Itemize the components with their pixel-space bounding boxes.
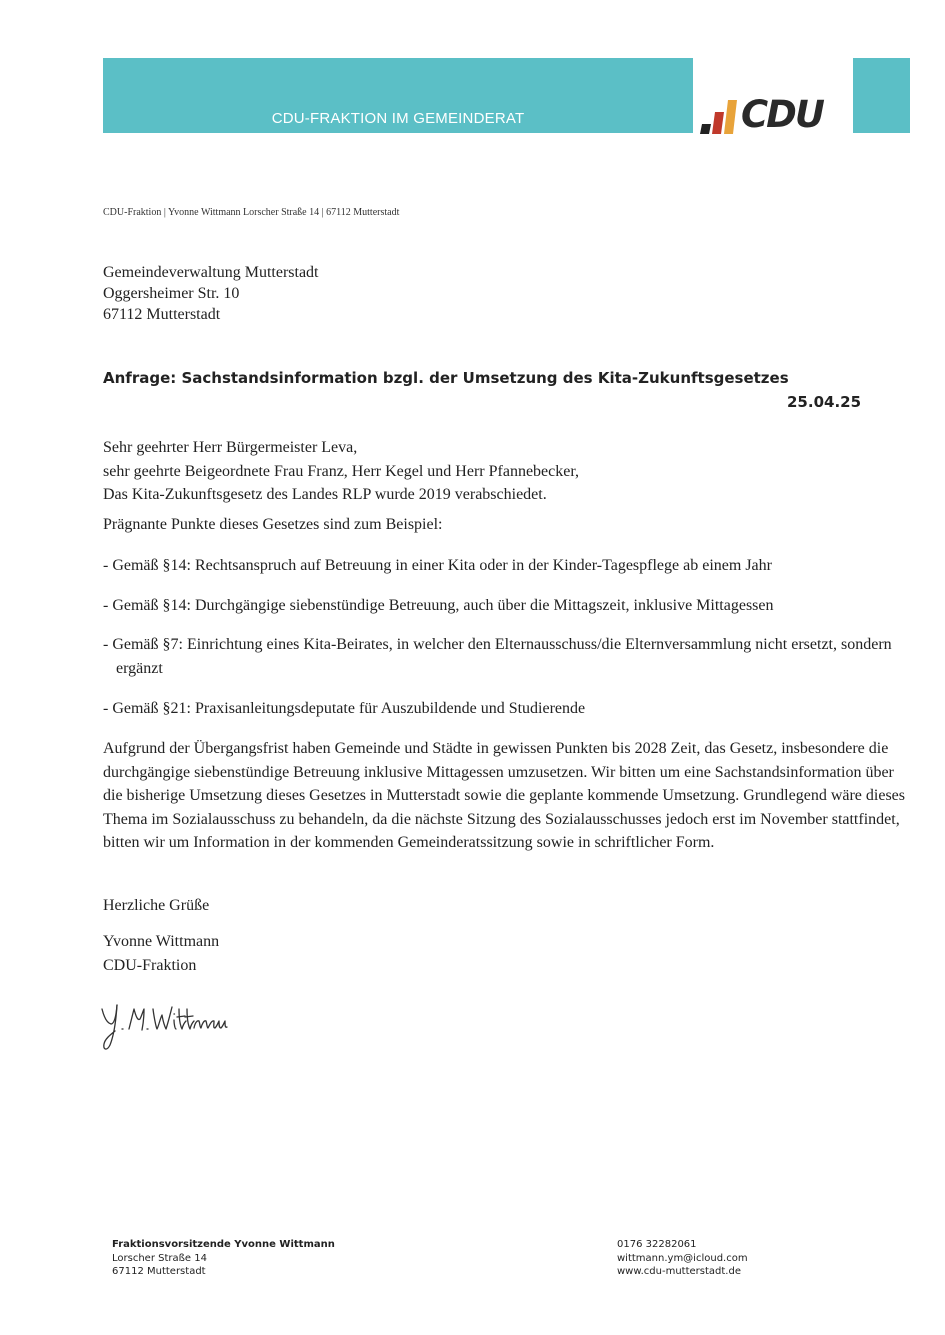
list-item: - Gemäß §21: Praxisanleitungsdeputate für Auszubildende und Studierende bbox=[103, 700, 586, 717]
cdu-logo bbox=[697, 93, 853, 136]
list-item: - Gemäß §14: Rechtsanspruch auf Betreuung in einer Kita oder in der Kinder-Tagespflege ab einem Jahr bbox=[103, 557, 772, 574]
list-item: - Gemäß §7: Einrichtung eines Kita-Beirates, in welcher den Elternausschuss/die Elternversammlung nicht ersetzt, sondern ergänzt bbox=[103, 636, 892, 677]
signatory-name: Yvonne Wittmann bbox=[103, 933, 220, 950]
letter-date: 25.04.25 bbox=[787, 393, 862, 411]
sender-line: CDU-Fraktion | Yvonne Wittmann Lorscher Straße 14 | 67112 Mutterstadt bbox=[103, 207, 400, 218]
salutation-line-2: sehr geehrte Beigeordnete Frau Franz, Herr Kegel und Herr Pfannebecker, bbox=[103, 462, 580, 480]
recipient-line-3: 67112 Mutterstadt bbox=[103, 306, 221, 323]
footer-web: www.cdu-mutterstadt.de bbox=[617, 1266, 741, 1277]
footer-right bbox=[617, 1238, 748, 1279]
main-paragraph: Aufgrund der Übergangsfrist haben Gemeinde und Städte in gewissen Punkten bis 2028 Zeit, das Gesetz, insbesondere die durchgängige siebenstündige Betreuung inklusive Mittagessen umzusetzen. Wir bitten um eine Sachstandsinformation über die bisherige Umsetzung dieses Gesetzes in Mutterstadt sowie die geplante kommende Umsetzung. Grundlegend wäre dieses Thema im Sozialausschuss zu behandeln, da die nächste Sitzung des Sozialausschusses jedoch erst im November stattfindet, bitten wir um Information in der kommenden Gemeinderatssitzung sowie in schriftlicher Form. bbox=[103, 740, 905, 851]
salutation-line-3: Das Kita-Zukunftsgesetz des Landes RLP wurde 2019 verabschiedet. bbox=[103, 486, 547, 503]
banner-title: CDU-FRAKTION IM GEMEINDERAT bbox=[271, 110, 525, 127]
letter-subject: Anfrage: Sachstandsinformation bzgl. der Umsetzung des Kita-Zukunftsgesetzes bbox=[103, 369, 789, 387]
logo-text: CDU bbox=[741, 93, 823, 136]
footer-street: Lorscher Straße 14 bbox=[112, 1252, 207, 1264]
salutation bbox=[103, 436, 913, 507]
header-banner-right bbox=[853, 58, 910, 133]
logo-bars-icon bbox=[697, 98, 741, 134]
salutation-line-1: Sehr geehrter Herr Bürgermeister Leva, bbox=[103, 439, 358, 456]
signatory-block bbox=[103, 930, 913, 977]
recipient-line-1: Gemeindeverwaltung Mutterstadt bbox=[103, 264, 319, 281]
footer-email: wittmann.ym@icloud.com bbox=[617, 1252, 748, 1264]
header-banner bbox=[103, 58, 693, 133]
recipient-address bbox=[103, 262, 319, 325]
closing-text: Herzliche Grüße bbox=[103, 897, 210, 914]
footer-city: 67112 Mutterstadt bbox=[112, 1266, 206, 1277]
list-item: - Gemäß §14: Durchgängige siebenstündige Betreuung, auch über die Mittagszeit, inklusive Mittagessen bbox=[103, 597, 774, 614]
intro-text: Prägnante Punkte dieses Gesetzes sind zum Beispiel: bbox=[103, 516, 443, 533]
recipient-line-2: Oggersheimer Str. 10 bbox=[103, 285, 240, 302]
signatory-org: CDU-Fraktion bbox=[103, 956, 197, 974]
footer-phone: 0176 32282061 bbox=[617, 1239, 697, 1250]
footer-title: Fraktionsvorsitzende Yvonne Wittmann bbox=[112, 1239, 335, 1250]
handwritten-signature bbox=[98, 995, 233, 1055]
footer-left bbox=[112, 1238, 335, 1279]
